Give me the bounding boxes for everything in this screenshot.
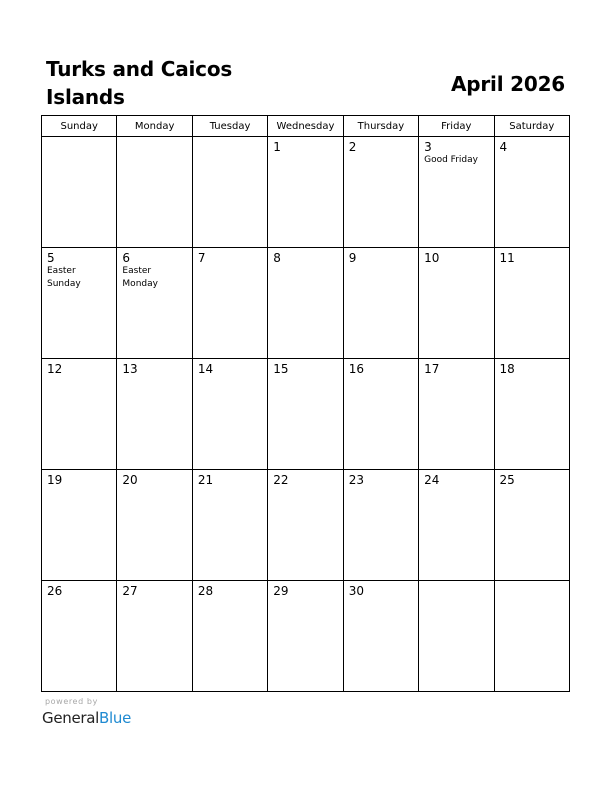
- day-number: 8: [273, 251, 281, 265]
- weekday-header: Friday: [419, 116, 494, 137]
- day-cell: [268, 359, 343, 470]
- day-cell: [117, 248, 192, 359]
- day-cell: [419, 248, 494, 359]
- day-number: 6: [122, 251, 131, 265]
- footer-branding: [42, 697, 131, 728]
- day-number: 2: [348, 140, 357, 154]
- day-cell: [192, 248, 267, 359]
- holiday-label: Easter Monday: [122, 266, 158, 289]
- weekday-header: Tuesday: [192, 116, 267, 137]
- day-cell: [419, 359, 494, 470]
- day-number: 3: [424, 140, 432, 154]
- day-cell: [117, 470, 192, 581]
- day-cell: [192, 137, 267, 248]
- day-cell: [42, 248, 117, 359]
- day-number: 10: [424, 251, 440, 265]
- day-number: 21: [197, 473, 214, 487]
- day-cell: [117, 581, 192, 692]
- day-number: 14: [197, 362, 214, 376]
- day-cell: [117, 137, 192, 248]
- brand-name-blue: Blue: [99, 709, 132, 727]
- day-cell: [192, 359, 267, 470]
- holiday-label: Good Friday: [424, 155, 478, 165]
- weekday-header: Monday: [117, 116, 192, 137]
- day-cell: [268, 137, 343, 248]
- week-row: [42, 359, 570, 470]
- week-row: [42, 470, 570, 581]
- day-cell: [343, 581, 418, 692]
- day-cell: [494, 359, 569, 470]
- holiday-label: Easter Sunday: [47, 266, 81, 289]
- day-number: 12: [47, 362, 63, 376]
- day-cell: [42, 359, 117, 470]
- day-cell: [343, 137, 418, 248]
- week-row: [42, 248, 570, 359]
- day-cell: [268, 581, 343, 692]
- weekday-header-row: [42, 116, 570, 137]
- day-number: 7: [197, 251, 206, 265]
- week-row: [42, 137, 570, 248]
- day-cell: [268, 470, 343, 581]
- day-number: 1: [273, 140, 281, 154]
- day-number: 19: [47, 473, 63, 487]
- calendar-weeks: [42, 137, 570, 692]
- day-number: 27: [122, 584, 138, 598]
- day-number: 16: [348, 362, 364, 376]
- calendar-month-title: April 2026: [451, 72, 565, 96]
- day-cell: [494, 137, 569, 248]
- day-number: 26: [47, 584, 63, 598]
- day-cell: [42, 470, 117, 581]
- day-number: 20: [122, 473, 138, 487]
- day-cell: [343, 470, 418, 581]
- day-number: 24: [424, 473, 440, 487]
- day-number: 13: [122, 362, 138, 376]
- day-cell: [42, 581, 117, 692]
- day-number: 18: [499, 362, 515, 376]
- day-number: 25: [499, 473, 515, 487]
- day-cell: [494, 470, 569, 581]
- weekday-header: Wednesday: [268, 116, 343, 137]
- day-number: 28: [197, 584, 214, 598]
- day-cell: [419, 581, 494, 692]
- brand-name-general: General: [42, 709, 100, 727]
- day-cell: [343, 359, 418, 470]
- day-number: 29: [273, 584, 289, 598]
- day-number: 11: [499, 251, 515, 265]
- month-calendar-grid: [41, 115, 570, 692]
- brand-logo: [42, 708, 131, 728]
- week-row: [42, 581, 570, 692]
- day-cell: [117, 359, 192, 470]
- day-cell: [192, 470, 267, 581]
- day-cell: [42, 137, 117, 248]
- day-number: 9: [348, 251, 357, 265]
- day-number: 17: [424, 362, 440, 376]
- day-cell: [419, 137, 494, 248]
- day-cell: [343, 248, 418, 359]
- day-number: 22: [273, 473, 289, 487]
- day-number: 15: [273, 362, 289, 376]
- powered-by-label: powered by: [45, 697, 98, 706]
- weekday-header: Sunday: [42, 116, 117, 137]
- day-number: 4: [499, 140, 508, 154]
- weekday-header: Saturday: [494, 116, 569, 137]
- calendar-country-title: Turks and Caicos Islands: [46, 57, 233, 109]
- weekday-header: Thursday: [343, 116, 418, 137]
- day-cell: [419, 470, 494, 581]
- day-cell: [268, 248, 343, 359]
- day-cell: [192, 581, 267, 692]
- day-number: 5: [47, 251, 55, 265]
- day-number: 23: [348, 473, 364, 487]
- day-number: 30: [348, 584, 364, 598]
- day-cell: [494, 248, 569, 359]
- day-cell: [494, 581, 569, 692]
